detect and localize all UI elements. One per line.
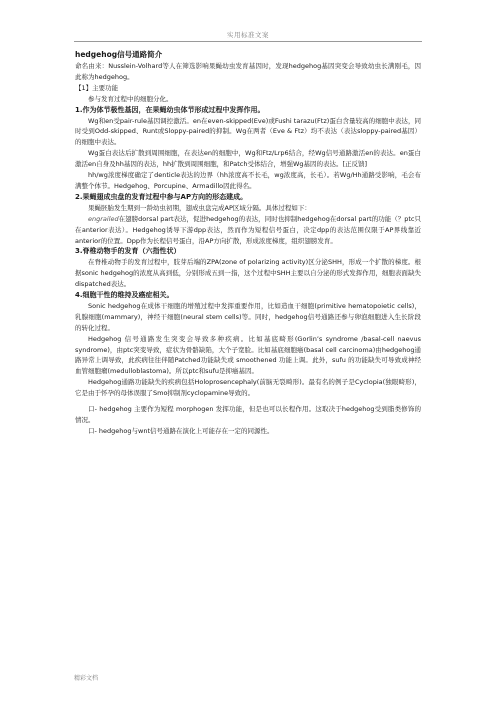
heading-3: 3.脊椎动物手的发育（六指性状） — [75, 247, 181, 256]
engrailed-term: engrailed — [88, 214, 119, 223]
section-subtitle: 参与发育过程中的细胞分化。 — [88, 94, 173, 103]
naming-paragraph: 命名由来：Nusslein-Volhard等人在筛选影响果蝇幼虫发育基因时，发现hedgehog基因突变会导致幼虫长满刚毛，因此称为hedgehog。 — [75, 62, 421, 81]
paragraph-4c: Hedgehog通路功能缺失的疾病包括Holoprosencephaly(前脑无裂畸形)。最有名的例子是Cyclopia(独眼畸形)，它是由于怀孕的母体误服了Smo抑制剂cyclopamine导致的。 — [75, 378, 421, 398]
section-label-main-function: 【1】主要功能 — [75, 83, 119, 92]
note-bullet-1: 口- hedgehog 主要作为短程 morphogen 发挥功能，但是也可以长程作用。这取决于hedgehog受到脂类修饰的情况。 — [75, 405, 421, 424]
heading-1: 1.作为体节极性基因，在果蝇幼虫体节形成过程中发挥作用。 — [75, 105, 265, 114]
document-title: hedgehog信号通路简介 — [75, 50, 163, 59]
heading-2: 2.果蝇翅成虫盘的发育过程中参与AP方向的形态建成。 — [75, 192, 248, 201]
paragraph-2b-text: 在翅膀dorsal part表达，促进hedgehog的表达，同时也抑制hedgehog在dorsal part的功能（？ptc只在anterior表达）。Hedgehog诱导下游dpp表达，然而作为短程信号蛋白，决定dpp的表达范围仅限于AP界线靠近anterior的位置。Dpp作为长程信号蛋白，沿AP方向扩散，形成浓度梯度，组织翅膀发育。 — [75, 214, 421, 245]
page-header: 实用标准文案 — [227, 31, 269, 39]
paragraph-2b — [75, 214, 421, 247]
paragraph-4b: Hedgehog 信号通路发生突变会导致多种疾病。比如基底畸形(Gorlin’s syndrome /basal-cell naevus syndrome)，由ptc突变导致，症状为骨骼缺陷，大个子宽脸。比如基底细胞癌(basal cell carcinoma)由hedgehog通路异常上调导致，此疾病往往伴随Patched功能缺失或 smoothened 功能上调。此外，sufu 的功能缺失可导致成神经血管细胞瘤(medulloblastoma)。所以ptc和sufu是抑癌基因。 — [75, 334, 421, 376]
paragraph-1a: Wg和en受pair-rule基因调控激活。en在even-skipped(Eve)或Fushi tarazu(Ftz)蛋白含量较高的细胞中表达，同时受到Odd-skipped、Runt或Sloppy-paired的抑制。Wg在两者（Eve & Ftz）均不表达（表达sloppy-paired基因）的细胞中表达。 — [75, 116, 421, 147]
heading-4: 4.细胞干性的维持及癌症相关。 — [75, 291, 174, 300]
note-bullet-2: 口- hedgehog与wnt信号通路在演化上可能存在一定的同源性。 — [88, 426, 274, 435]
header-divider — [74, 41, 422, 42]
paragraph-1b: Wg蛋白表达后扩散到周围细胞，在表达en的细胞中，Wg和Ftz/Lrp6结合，经Wg信号通路激活en的表达。en蛋白激活en自身及hh基因的表达，hh扩散到周围细胞，和Patch受体结合，增强Wg基因的表达。[正反馈] — [75, 149, 421, 169]
document-body — [75, 49, 421, 437]
paragraph-1c: hh/wg浓度梯度确定了denticle表达的边界（hh浓度高不长毛，wg浓度高，长毛）。若Wg/Hh通路受影响，毛会布满整个体节。Hedgehog、Porcupine、Armadillo因此得名。 — [75, 171, 421, 190]
page-footer: 精彩文档 — [74, 675, 99, 682]
paragraph-2a: 果蝇胚胎发生期到一龄幼虫初期，翅成虫盘完成AP区域分隔。具体过程如下： — [88, 203, 311, 212]
paragraph-3: 在脊椎动物手的发育过程中，肢芽后端的ZPA(zone of polarizing activity)区分泌SHH，形成一个扩散的梯度。根据sonic hedgehog的浓度从高到低，分别形成五到一指，这个过程中SHH主要以自分泌的形式发挥作用，细胞表面缺失dispatched表达。 — [75, 258, 421, 289]
paragraph-4a: Sonic hedgehog在成体干细胞的增殖过程中发挥重要作用，比如造血干细胞(primitive hematopoietic cells)，乳腺细胞(mammary)，神经干细胞(neural stem cells)等。同时，hedgehog信号通路还参与卵泡细胞进入生长阶段的转化过程。 — [75, 301, 421, 332]
